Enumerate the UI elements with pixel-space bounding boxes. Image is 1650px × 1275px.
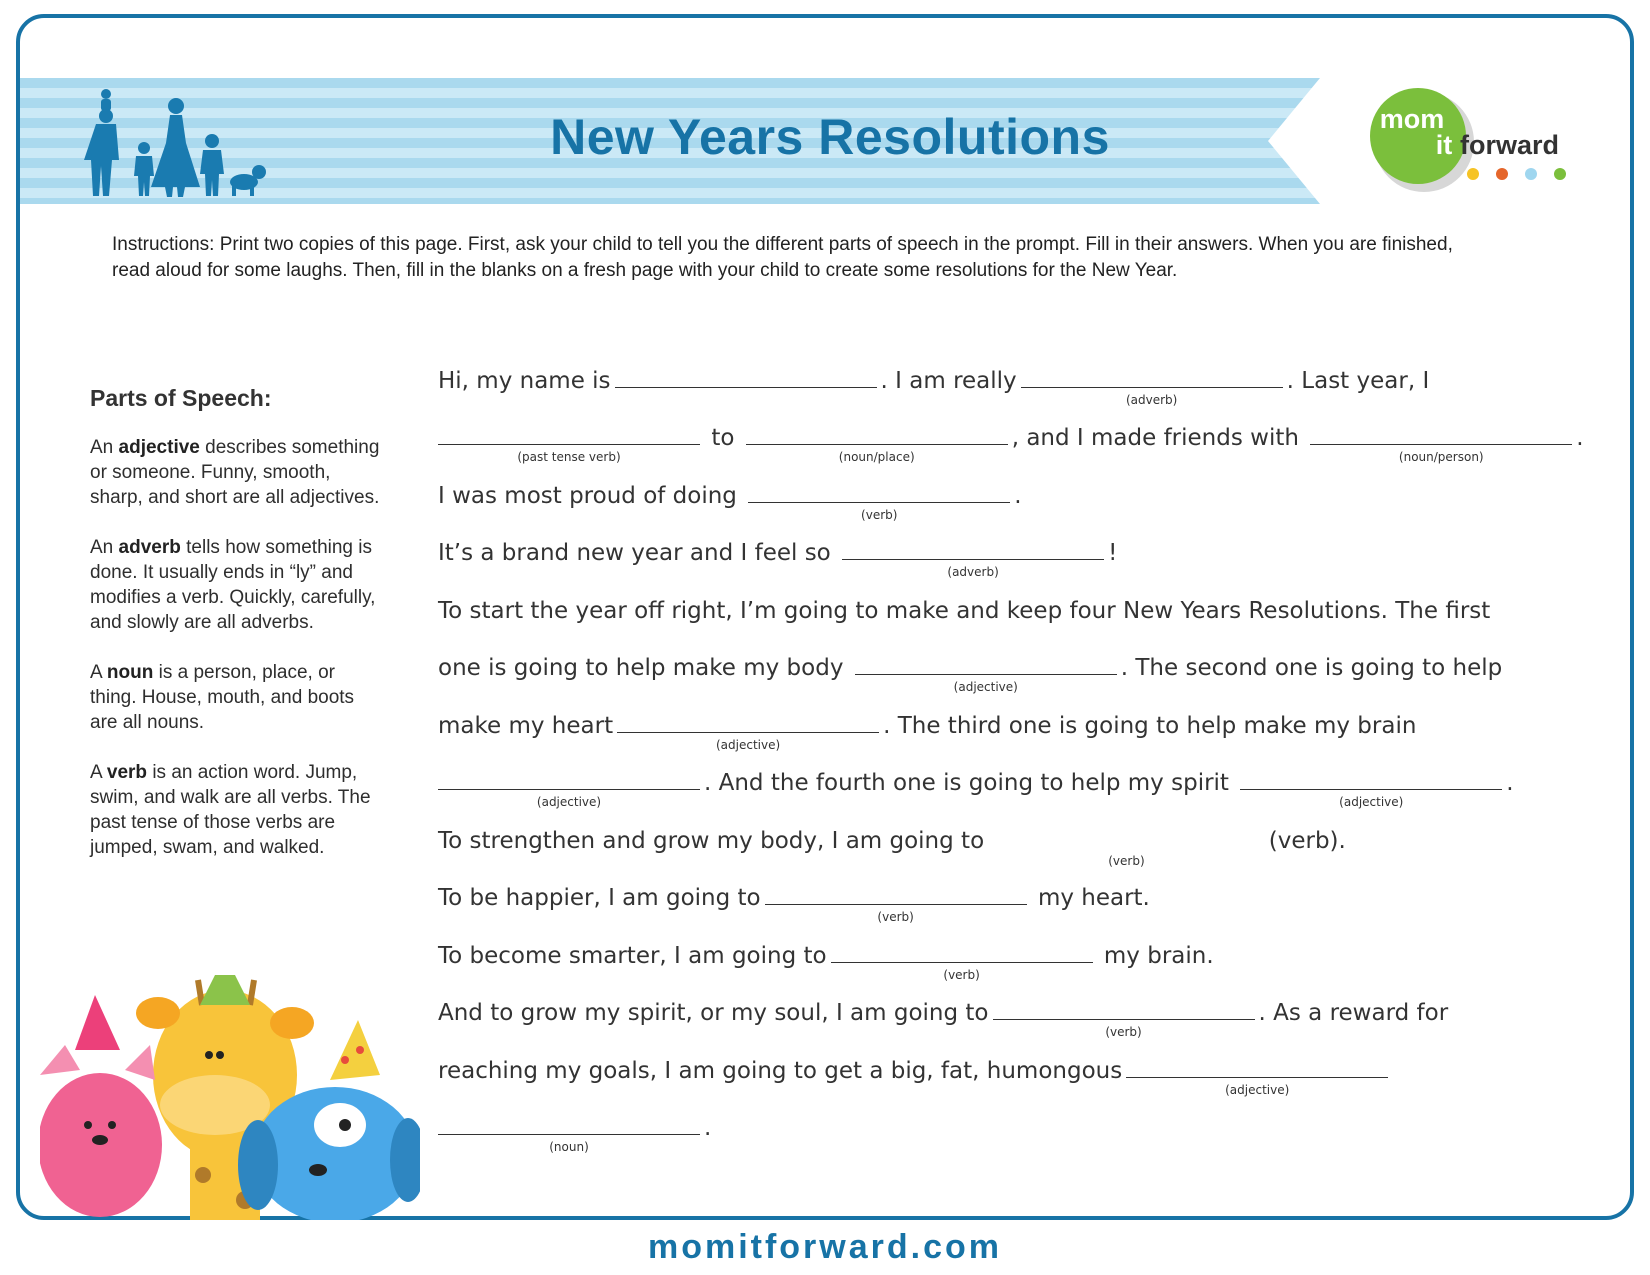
story-line-7: make my heart (adjective) . The third one is going to help make my brain (438, 713, 1417, 752)
blank-verb-spirit[interactable]: (verb) (993, 1001, 1255, 1020)
footer-url[interactable]: momitforward.com (647, 1228, 1003, 1266)
blank-adverb-2[interactable]: (adverb) (842, 541, 1104, 560)
adverb-definition: An adverb tells how something is done. It usually ends in “ly” and modifies a verb. Quickly, carefully, and slowly are all adverbs. (90, 537, 376, 633)
story-line-12: And to grow my spirit, or my soul, I am going to (verb) . As a reward for (438, 1000, 1449, 1039)
blank-noun-person[interactable]: (noun/person) (1310, 426, 1572, 445)
blank-adjective-heart[interactable]: (adjective) (617, 714, 879, 733)
blank-name[interactable] (615, 369, 877, 388)
verb-definition: A verb is an action word. Jump, swim, and walk are all verbs. The past tense of those verbs are jumped, swam, and walked. (90, 762, 371, 858)
blank-adjective-spirit[interactable]: (adjective) (1240, 771, 1502, 790)
story-line-6: one is going to help make my body (adjective) . The second one is going to help (438, 655, 1503, 694)
story-line-13: reaching my goals, I am going to get a big, fat, humongous (adjective) (438, 1058, 1392, 1084)
parts-of-speech-panel (90, 386, 380, 885)
page-title: New Years Resolutions (550, 109, 1110, 165)
instructions-text: Instructions: Print two copies of this page. First, ask your child to tell you the different parts of speech in the prompt. Fill in their answers. When you are finished, read aloud for some laughs. Then, fill in the blanks on a fresh page with your child to create some resolutions for the New Year. (112, 234, 1453, 281)
blank-verb-brain[interactable]: (verb) (831, 944, 1093, 963)
story-line-2: (past tense verb) to (noun/place) , and I made friends with (noun/person) . (438, 425, 1584, 451)
blank-past-tense-verb[interactable]: (past tense verb) (438, 426, 700, 445)
story-line-3: I was most proud of doing (verb) . (438, 483, 1022, 522)
parts-of-speech-heading: Parts of Speech: (90, 385, 272, 411)
story-line-4: It’s a brand new year and I feel so (adverb) ! (438, 540, 1118, 579)
story-line-11: To become smarter, I am going to (verb) my brain. (438, 943, 1214, 982)
blank-noun-reward[interactable]: (noun) (438, 1116, 700, 1135)
blank-adjective-brain[interactable]: (adjective) (438, 771, 700, 790)
logo-text-mom: mom (1379, 104, 1445, 134)
story-line-14: (noun) . (438, 1115, 711, 1141)
story-line-8: (adjective) . And the fourth one is going to help my spirit (adjective) . (438, 770, 1514, 796)
blank-verb-body[interactable]: (verb) (1108, 854, 1145, 868)
blank-adverb[interactable]: (adverb) (1021, 369, 1283, 388)
story-line-9: To strengthen and grow my body, I am going to (verb) (verb). (438, 828, 1346, 868)
blank-verb-1[interactable]: (verb) (748, 484, 1010, 503)
blank-adjective-reward[interactable]: (adjective) (1126, 1059, 1388, 1078)
story-line-5: To start the year off right, I’m going to make and keep four New Years Resolutions. The first (438, 598, 1491, 624)
story-line-10: To be happier, I am going to (verb) my heart. (438, 885, 1150, 924)
blank-adjective-body[interactable]: (adjective) (855, 656, 1117, 675)
mom-it-forward-logo (1368, 84, 1594, 196)
logo-text-it: it (1435, 130, 1453, 160)
blank-verb-heart[interactable]: (verb) (765, 886, 1027, 905)
logo-text-forward: forward (1460, 130, 1560, 160)
party-animals-illustration (40, 975, 420, 1220)
story-line-1: Hi, my name is . I am really (adverb) . Last year, I (438, 368, 1430, 407)
family-silhouette-icon (84, 86, 274, 198)
adjective-definition: An adjective describes something or someone. Funny, smooth, sharp, and short are all adjectives. (90, 437, 380, 508)
blank-noun-place[interactable]: (noun/place) (746, 426, 1008, 445)
noun-definition: A noun is a person, place, or thing. House, mouth, and boots are all nouns. (90, 662, 355, 733)
